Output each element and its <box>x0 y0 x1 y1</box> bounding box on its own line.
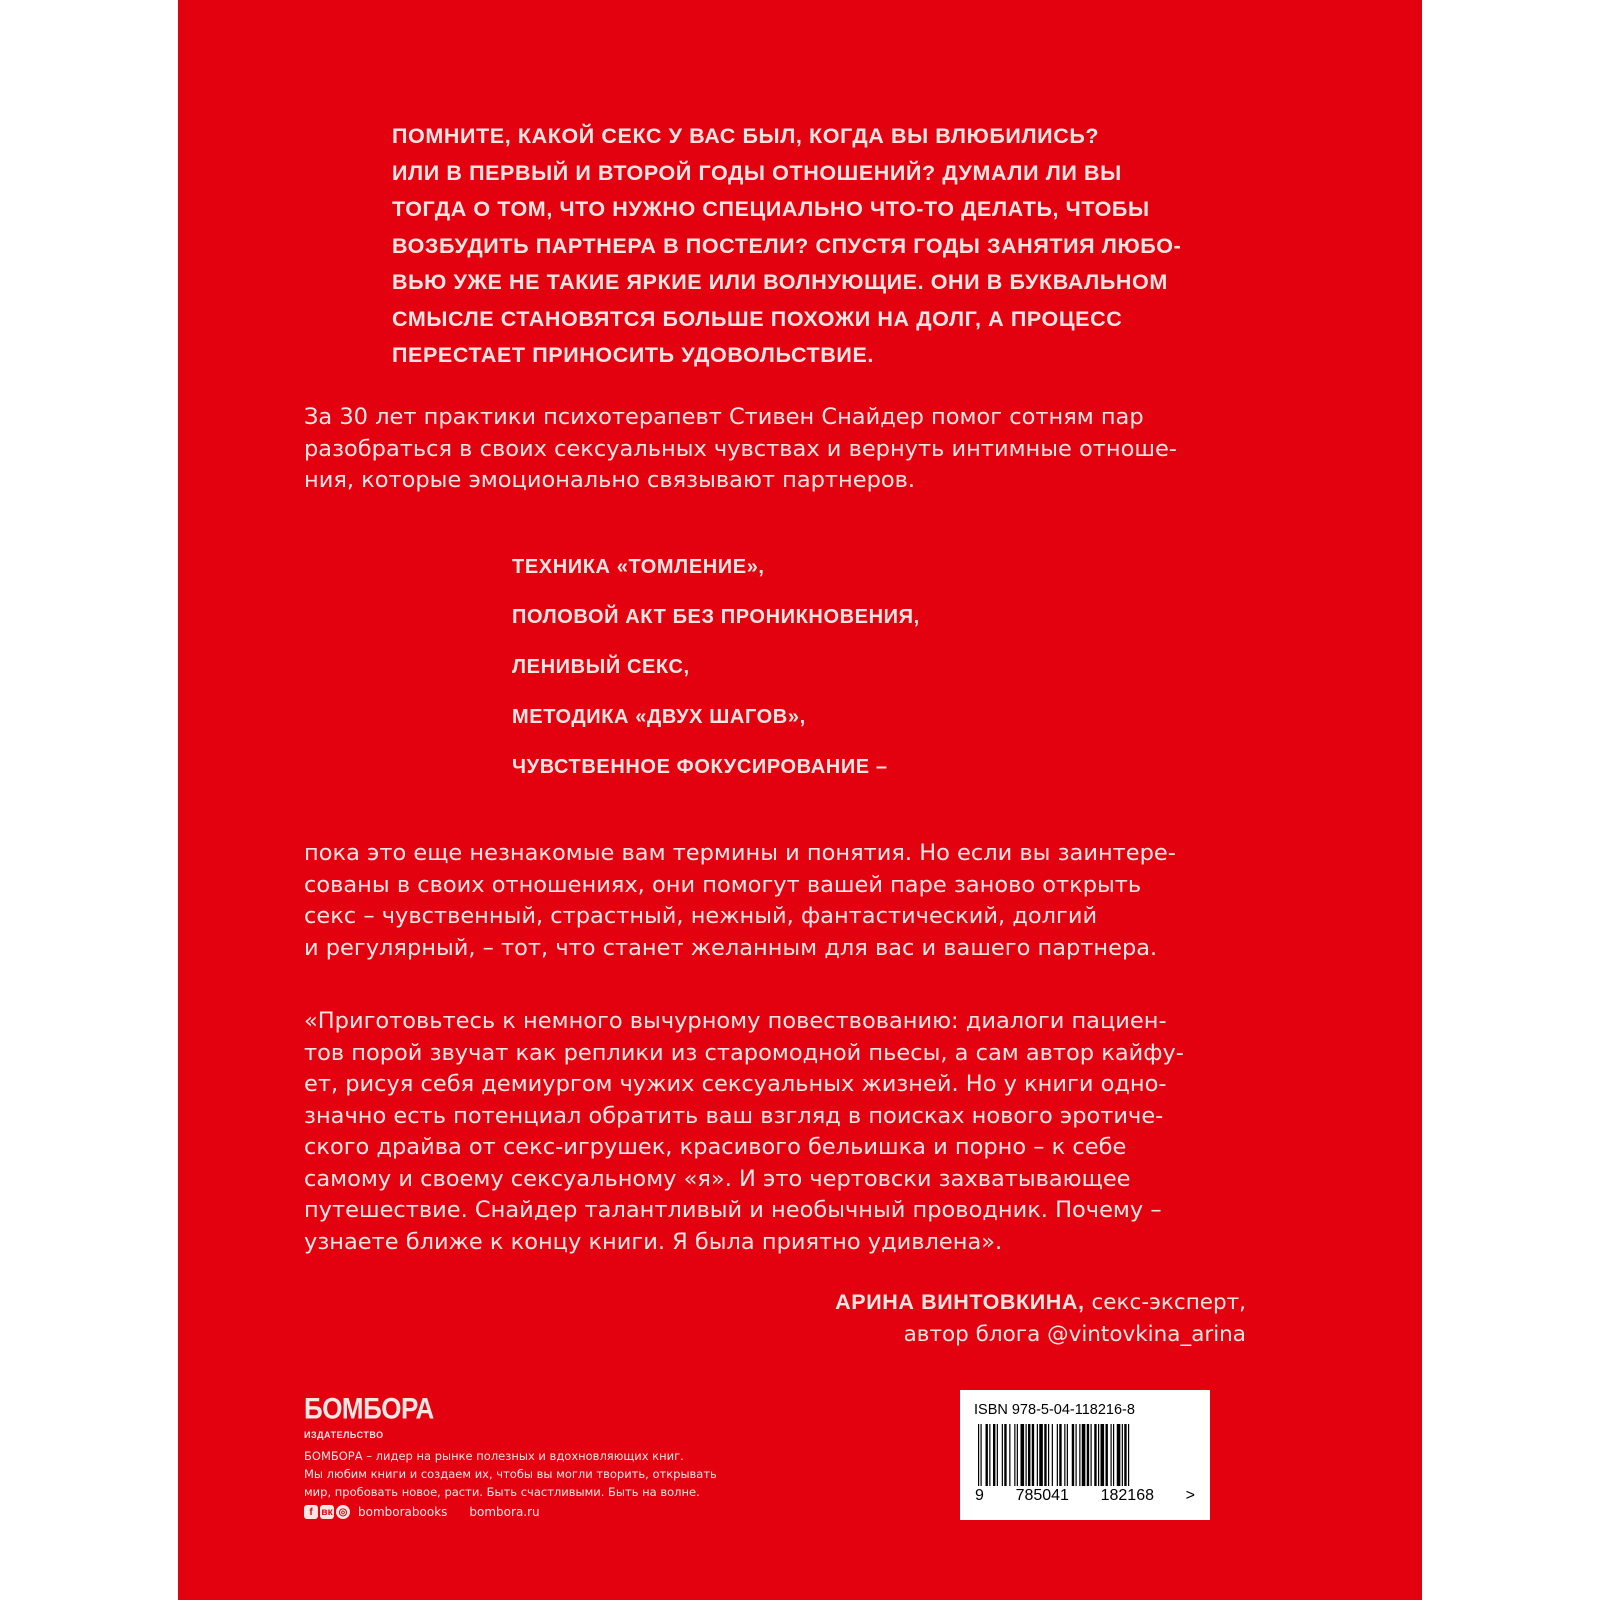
barcode-bar <box>1087 1424 1089 1486</box>
blurb-line: мир, пробовать новое, расти. Быть счастливыми. Быть на волне. <box>304 1485 700 1499</box>
intro-paragraph <box>392 118 1212 374</box>
paragraph-line: ния, которые эмоционально связывают партнеров. <box>304 467 916 493</box>
paragraph-line: разобраться в своих сексуальных чувствах и вернуть интимные отноше- <box>304 435 1177 462</box>
barcode-bar <box>1059 1424 1061 1486</box>
term-item: ТЕХНИКА «ТОМЛЕНИЕ», <box>512 556 765 578</box>
barcode-bar <box>1117 1424 1121 1486</box>
ean-digit-group: 785041 <box>1015 1487 1069 1504</box>
barcode-bar <box>1106 1424 1108 1486</box>
paragraph-line: сованы в своих отношениях, они помогут вашей паре заново открыть <box>304 871 1142 898</box>
quote-line: ского драйва от секс-игрушек, красивого бельишка и порно – к себе <box>304 1134 1127 1160</box>
paragraph-line: секс – чувственный, страстный, нежный, фантастический, долгий <box>304 903 1098 929</box>
barcode-bar <box>1076 1424 1077 1486</box>
ean-digits <box>974 1487 1196 1505</box>
barcode-bar <box>1067 1424 1068 1486</box>
barcode-bar <box>1072 1424 1074 1486</box>
term-item: ПОЛОВОЙ АКТ БЕЗ ПРОНИКНОВЕНИЯ, <box>512 606 920 628</box>
reviewer-role: секс-эксперт, <box>1084 1290 1246 1315</box>
benefits-paragraph <box>304 838 1284 964</box>
terms-list <box>512 556 920 806</box>
vk-icon[interactable]: вк <box>321 1506 333 1518</box>
attribution-line <box>835 1286 1246 1319</box>
publisher-website[interactable]: bombora.ru <box>469 1505 540 1519</box>
publisher-subtitle: ИЗДАТЕЛЬСТВО <box>304 1430 384 1440</box>
quote-line: «Приготовьтесь к немного вычурному повествованию: диалоги пациен- <box>304 1008 1167 1034</box>
quote-line: ет, рисуя себя демиургом чужих сексуальных жизней. Но у книги одно- <box>304 1071 1167 1097</box>
publisher-logo <box>304 1391 434 1440</box>
barcode-bar <box>1009 1424 1010 1486</box>
social-handle[interactable]: bomborabooks <box>358 1505 448 1519</box>
intro-line: ВЬЮ УЖЕ НЕ ТАКИЕ ЯРКИЕ ИЛИ ВОЛНУЮЩИЕ. ОНИ В БУКВАЛЬНОМ <box>392 270 1168 294</box>
paragraph-line: За 30 лет практики психотерапевт Стивен Снайдер помог сотням пар <box>304 404 1144 430</box>
review-quote <box>304 1006 1284 1258</box>
barcode-bar <box>1082 1424 1086 1486</box>
barcode-bar <box>997 1424 998 1486</box>
barcode-bar <box>1057 1424 1058 1486</box>
barcode-bar <box>1032 1424 1034 1486</box>
barcode-bar <box>1021 1424 1025 1486</box>
barcode-bar <box>1113 1424 1114 1486</box>
barcode-bar <box>1124 1424 1126 1486</box>
barcode-bar <box>1098 1424 1099 1486</box>
barcode-bar <box>1014 1424 1015 1486</box>
intro-line: ИЛИ В ПЕРВЫЙ И ВТОРОЙ ГОДЫ ОТНОШЕНИЙ? ДУМАЛИ ЛИ ВЫ <box>392 160 1122 185</box>
barcode-bar <box>1044 1424 1046 1486</box>
paragraph-line: и регулярный, – тот, что станет желанным для вас и вашего партнера. <box>304 934 1158 961</box>
barcode-bar <box>1122 1424 1123 1486</box>
reviewer-name: АРИНА ВИНТОВКИНА, <box>835 1290 1085 1314</box>
barcode-bar <box>1091 1424 1092 1486</box>
isbn-number: ISBN 978-5-04-118216-8 <box>974 1402 1135 1418</box>
paragraph-line: пока это еще незнакомые вам термины и понятия. Но если вы заинтере- <box>304 840 1176 866</box>
barcode-bar <box>993 1424 995 1486</box>
ean-digit-group: 9 <box>975 1487 984 1504</box>
barcode-bar <box>1048 1424 1049 1486</box>
term-item: ЧУВСТВЕННОЕ ФОКУСИРОВАНИЕ – <box>512 756 888 778</box>
term-item: ЛЕНИВЫЙ СЕКС, <box>512 656 690 678</box>
quote-line: значно есть потенциал обратить ваш взгляд в поисках нового эротиче- <box>304 1102 1164 1129</box>
ean-digit-group: 182168 <box>1100 1487 1154 1504</box>
facebook-icon[interactable]: f <box>304 1505 318 1519</box>
barcode-bar <box>1002 1424 1003 1486</box>
barcode-bar <box>1094 1424 1096 1486</box>
barcode-bar <box>1111 1424 1112 1486</box>
intro-line: ПЕРЕСТАЕТ ПРИНОСИТЬ УДОВОЛЬСТВИЕ. <box>392 343 874 367</box>
intro-line: ПОМНИТЕ, КАКОЙ СЕКС У ВАС БЫЛ, КОГДА ВЫ ВЛЮБИЛИСЬ? <box>392 124 1100 148</box>
quote-attribution <box>835 1286 1246 1351</box>
barcode-bar <box>1079 1424 1080 1486</box>
barcode-bar <box>1039 1424 1043 1486</box>
author-paragraph <box>304 402 1284 497</box>
barcode-bar <box>1101 1424 1105 1486</box>
barcode-bar <box>1128 1424 1129 1486</box>
barcode-bar <box>1052 1424 1053 1486</box>
intro-line: ТОГДА О ТОМ, ЧТО НУЖНО СПЕЦИАЛЬНО ЧТО-ТО ДЕЛАТЬ, ЧТОБЫ <box>392 197 1150 221</box>
barcode-bar <box>1037 1424 1038 1486</box>
barcode-bar <box>1004 1424 1006 1486</box>
publisher-blurb <box>304 1447 717 1501</box>
barcode-bar <box>1017 1424 1018 1486</box>
blurb-line: Мы любим книги и создаем их, чтобы вы могли творить, открывать <box>304 1467 717 1481</box>
reviewer-blog: автор блога @vintovkina_arina <box>903 1322 1246 1347</box>
barcode-bar <box>1026 1424 1027 1486</box>
barcode-bar <box>989 1424 990 1486</box>
publisher-name: БОМБОРА <box>304 1391 434 1426</box>
quote-line: тов порой звучат как реплики из старомодной пьесы, а сам автор кайфу- <box>304 1039 1184 1066</box>
intro-line: ВОЗБУДИТЬ ПАРТНЕРА В ПОСТЕЛИ? СПУСТЯ ГОДЫ ЗАНЯТИЯ ЛЮБО- <box>392 233 1182 258</box>
barcode-bar <box>1064 1424 1065 1486</box>
barcode-bar <box>986 1424 988 1486</box>
barcode-bar <box>981 1424 982 1486</box>
quote-line: самому и своему сексуальному «я». И это чертовски захватывающее <box>304 1165 1131 1192</box>
book-back-cover <box>178 0 1422 1600</box>
barcode-bar <box>978 1424 979 1486</box>
barcode-bar <box>1028 1424 1030 1486</box>
isbn-barcode-box <box>960 1390 1210 1520</box>
publisher-social <box>304 1505 540 1519</box>
instagram-icon[interactable]: ◎ <box>336 1505 350 1519</box>
quote-line: узнаете ближе к концу книги. Я была приятно удивлена». <box>304 1228 1003 1255</box>
blurb-line: БОМБОРА – лидер на рынке полезных и вдохновляющих книг. <box>304 1449 684 1463</box>
intro-line: СМЫСЛЕ СТАНОВЯТСЯ БОЛЬШЕ ПОХОЖИ НА ДОЛГ, А ПРОЦЕСС <box>392 306 1123 331</box>
quote-line: путешествие. Снайдер талантливый и необычный проводник. Почему – <box>304 1197 1162 1223</box>
term-item: МЕТОДИКА «ДВУХ ШАГОВ», <box>512 706 806 728</box>
ean-digit-group: > <box>1185 1487 1195 1504</box>
